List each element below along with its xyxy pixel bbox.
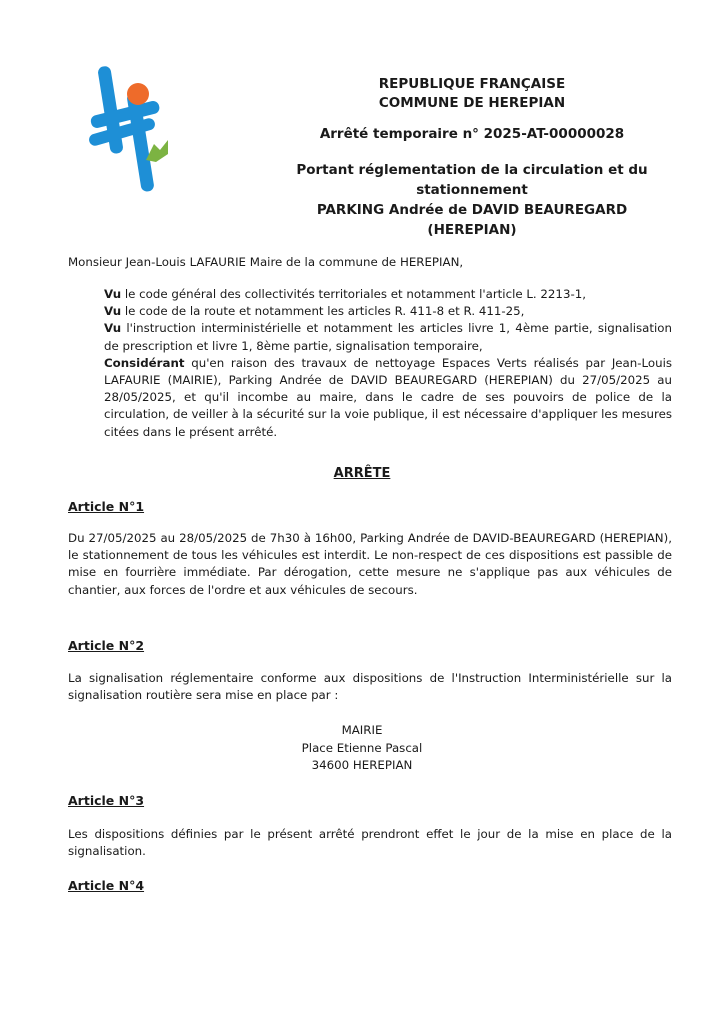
article-1-title: Article N°1 bbox=[68, 499, 145, 514]
article-3-title: Article N°3 bbox=[68, 793, 145, 808]
article-1-text: Du 27/05/2025 au 28/05/2025 de 7h30 à 16h00, Parking Andrée de DAVID-BEAUREGARD (HEREPIAN), le stationnement de tous les véhicules est interdit. Le non-respect de ces dispositions est passible de mise en fourrière immédiate. Par dérogation, cette mesure ne s'applique pas aux véhicules de chantier, aux forces de l'ordre et aux véhicules de secours. bbox=[68, 531, 672, 597]
article-2-text: La signalisation réglementaire conforme aux dispositions de l'Instruction Interministérielle sur la signalisation routière sera mise en place par : bbox=[68, 671, 672, 703]
address-line-2: Place Etienne Pascal bbox=[301, 740, 423, 755]
consideration-item: Vu l'instruction interministérielle et notamment les articles livre 1, 4ème partie, signalisation de prescription et livre 1, 8ème partie, signalisation temporaire, bbox=[104, 321, 672, 353]
subject-line-2: stationnement bbox=[416, 182, 528, 198]
subject-line-1: Portant réglementation de la circulation et du bbox=[296, 162, 648, 178]
herepian-commune-logo-icon bbox=[84, 62, 174, 200]
arrete-subject bbox=[270, 160, 674, 240]
address-line-1: MAIRIE bbox=[341, 723, 383, 737]
parking-name: PARKING Andrée de DAVID BEAUREGARD bbox=[316, 202, 628, 218]
consideration-item: Considérant qu'en raison des travaux de nettoyage Espaces Verts réalisés par Jean-Louis LAFAURIE (MAIRIE), Parking Andrée de DAVID BEAUREGARD (HEREPIAN) du 27/05/2025 au 28/05/2025, et qu'il incombe au maire, dans le cadre de ses pouvoirs de police de la circulation, de veiller à la sécurité sur la voie publique, il est nécessaire d'appliquer les mesures citées dans le présent arrêté. bbox=[104, 355, 672, 439]
mairie-address bbox=[0, 722, 724, 775]
article-4-title: Article N°4 bbox=[68, 878, 145, 893]
consideration-item: Vu le code de la route et notamment les articles R. 411-8 et R. 411-25, bbox=[104, 304, 525, 319]
place-name: (HEREPIAN) bbox=[427, 222, 517, 238]
arrete-number: Arrêté temporaire n° 2025-AT-00000028 bbox=[319, 126, 625, 142]
consideration-item: Vu le code général des collectivités territoriales et notamment l'article L. 2213-1, bbox=[104, 287, 586, 301]
article-3-text: Les dispositions définies par le présent arrêté prendront effet le jour de la mise en place de la signalisation. bbox=[68, 827, 672, 859]
arrete-heading: ARRÊTE bbox=[333, 466, 391, 481]
address-line-3: 34600 HEREPIAN bbox=[311, 758, 413, 772]
commune-title: COMMUNE DE HEREPIAN bbox=[378, 95, 566, 111]
republique-title: REPUBLIQUE FRANÇAISE bbox=[378, 76, 566, 92]
considerations-list bbox=[104, 286, 672, 441]
document-header bbox=[270, 75, 674, 113]
article-2-title: Article N°2 bbox=[68, 638, 145, 653]
mayor-intro: Monsieur Jean-Louis LAFAURIE Maire de la commune de HEREPIAN, bbox=[68, 255, 464, 269]
